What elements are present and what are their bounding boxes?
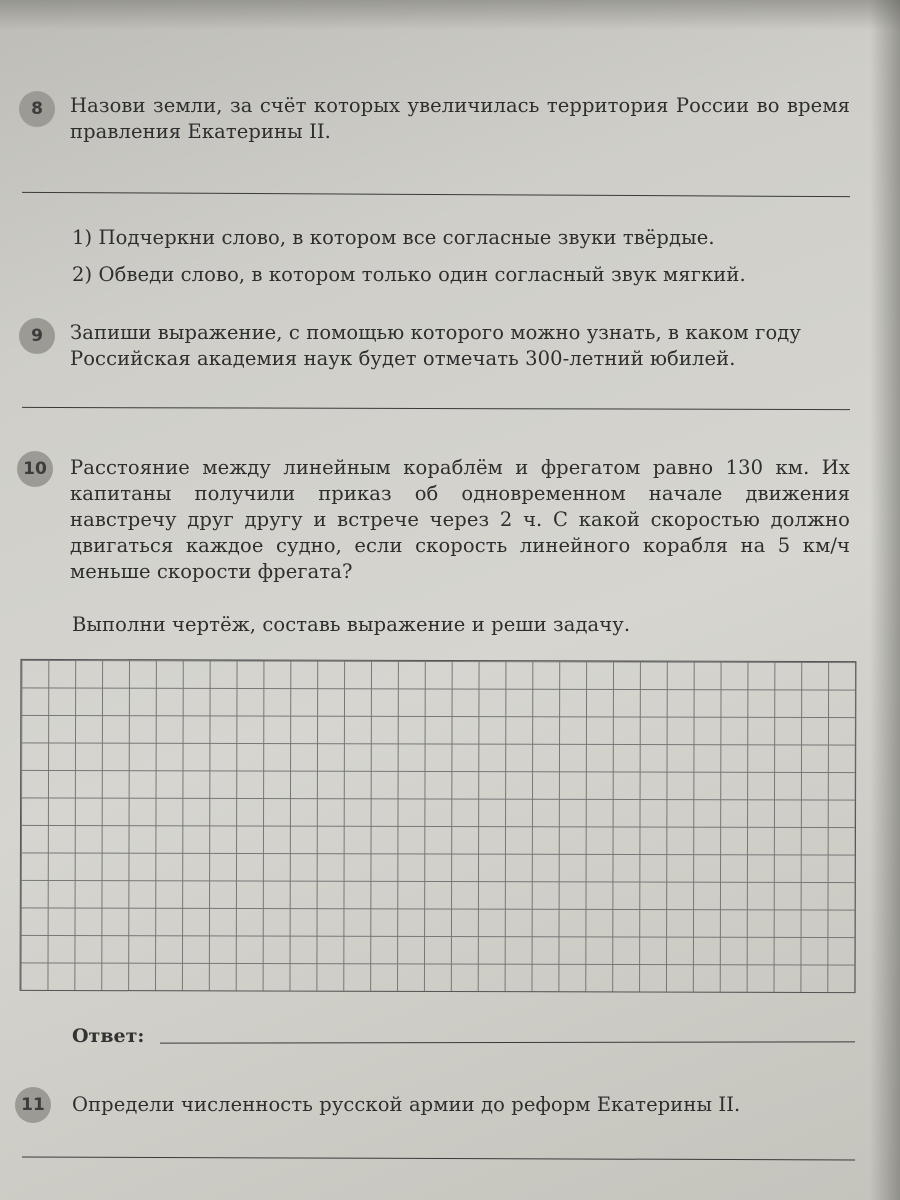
answer-line-10[interactable] <box>160 1041 855 1043</box>
question-10-text: Расстояние между линейным кораблём и фрегатом равно 130 км. Их капитаны получили приказ об одновременном начале движения навстречу друг другу и встрече через 2 ч. С какой скоростью должно двигаться каждое судно, если скорость линейного корабля на 5 км/ч меньше скорости фрегата? <box>70 456 850 583</box>
question-10-instruction: Выполни чертёж, составь выражение и реши задачу. <box>72 613 631 636</box>
top-shadow <box>0 0 900 30</box>
phonetics-item-2: 2) Обведи слово, в котором только один согласный звук мягкий. <box>72 263 746 286</box>
answer-label: Ответ: <box>72 1025 145 1047</box>
answer-line-8[interactable] <box>22 192 850 197</box>
question-11-text: Определи численность русской армии до реформ Екатерины II. <box>72 1093 741 1116</box>
question-9-number: 9 <box>19 318 55 354</box>
question-10-number: 10 <box>17 451 53 487</box>
phonetics-item-1: 1) Подчеркни слово, в котором все согласные звуки твёрдые. <box>72 226 715 249</box>
question-9-text: Запиши выражение, с помощью которого можно узнать, в каком году Российская академия наук будет отмечать 300-летний юбилей. <box>70 321 801 370</box>
answer-line-9[interactable] <box>22 407 850 410</box>
question-8-number: 8 <box>19 91 55 127</box>
drawing-grid[interactable] <box>20 659 857 993</box>
question-8-text: Назови земли, за счёт которых увеличилась территория России во время правления Екатерины II. <box>70 94 850 143</box>
answer-line-11[interactable] <box>22 1157 855 1161</box>
page-edge-shadow <box>870 0 900 1200</box>
question-11-number: 11 <box>15 1087 51 1123</box>
